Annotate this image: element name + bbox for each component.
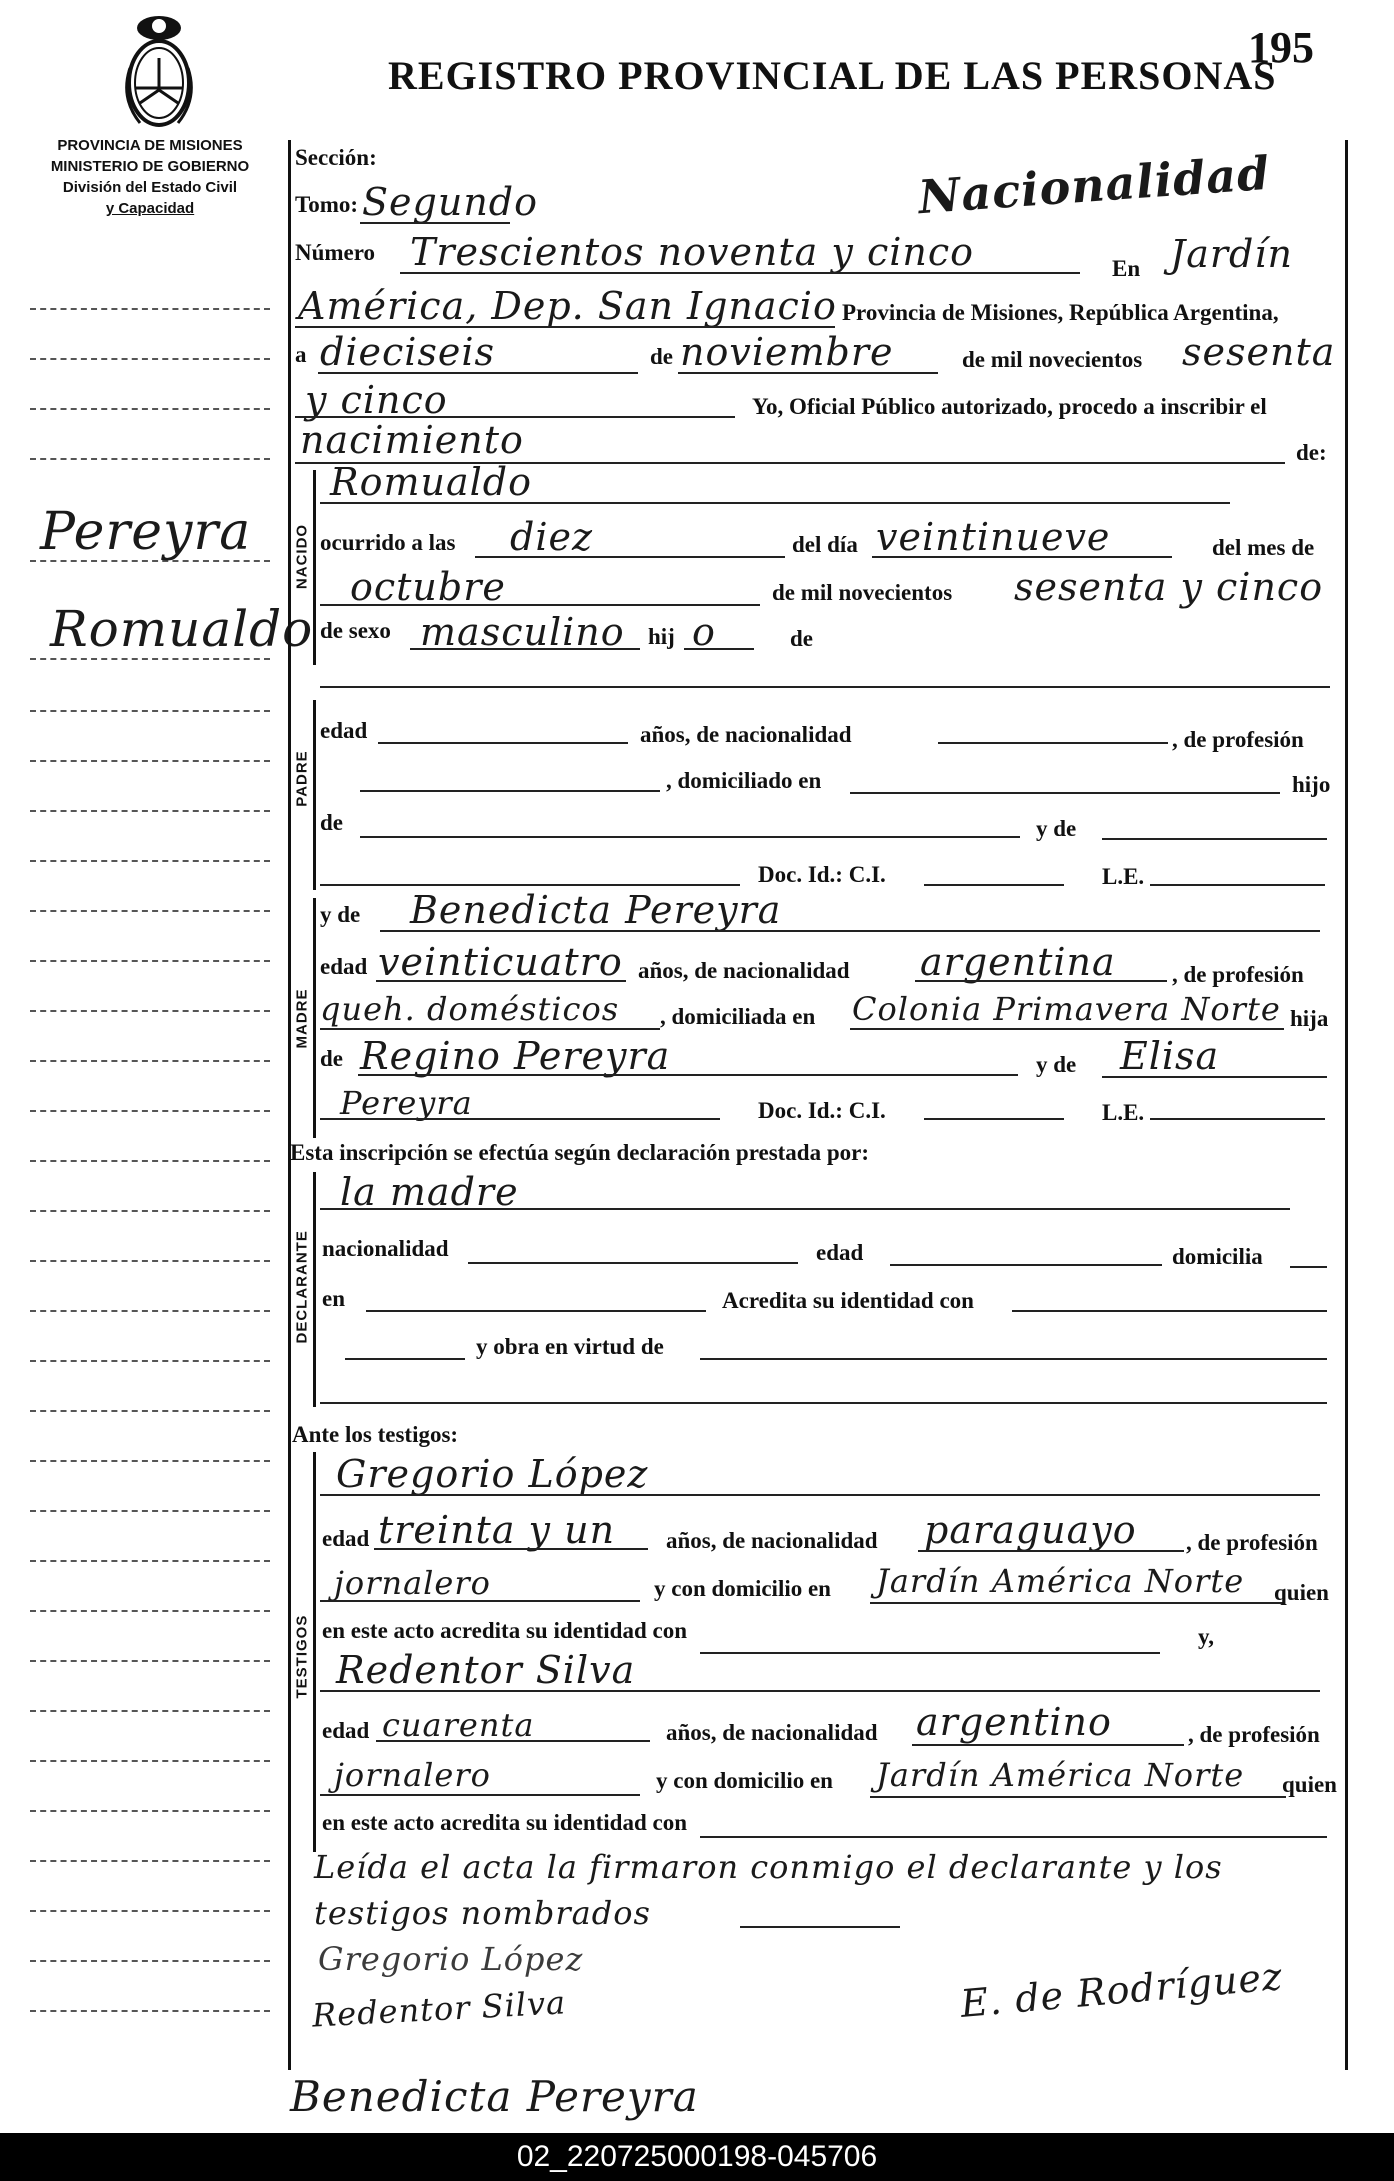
en-label: En	[1112, 256, 1141, 281]
testigo1-nacionalidad-value: paraguayo	[924, 1508, 1137, 1552]
testigo1-y-label: y,	[1198, 1624, 1214, 1649]
testigo1-anos-label: años, de nacionalidad	[666, 1528, 878, 1553]
testigo2-profesion-label: , de profesión	[1188, 1722, 1320, 1747]
numero-value: Trescientos noventa y cinco	[410, 230, 975, 274]
madre-section-label: MADRE	[293, 988, 311, 1049]
closing-text-2: testigos nombrados	[314, 1894, 651, 1932]
padre-section-label: PADRE	[293, 750, 311, 807]
madre-madre-value-1: Elisa	[1120, 1034, 1220, 1078]
nacido-name: Romualdo	[330, 460, 533, 504]
declarante-section-label: DECLARANTE	[293, 1230, 311, 1344]
testigo1-domicilio-label: y con domicilio en	[654, 1576, 831, 1601]
de-label: de	[650, 344, 673, 369]
page-number: 195	[1248, 23, 1314, 72]
padre-profesion-label: , de profesión	[1172, 727, 1304, 752]
testigo2-profesion-value: jornalero	[334, 1756, 491, 1794]
year-value-1: sesenta	[1182, 330, 1336, 374]
padre-le-label: L.E.	[1102, 864, 1145, 889]
ministry-line: División del Estado Civil	[62, 179, 238, 196]
declarante-name: la madre	[340, 1170, 519, 1214]
numero-label: Número	[295, 240, 376, 265]
ministry-line: y Capacidad	[105, 200, 195, 217]
signature-gregorio: Gregorio López	[318, 1940, 584, 1978]
tomo-value: Segundo	[362, 180, 538, 224]
testigo1-quien-label: quien	[1274, 1580, 1329, 1605]
madre-doc-label: Doc. Id.: C.I.	[758, 1098, 886, 1123]
nacido-section-label: NACIDO	[293, 523, 311, 590]
padre-anos-label: años, de nacionalidad	[640, 722, 852, 747]
madre-profesion-label: , de profesión	[1172, 962, 1304, 987]
sexo-value: masculino	[420, 610, 625, 654]
testigo1-edad-label: edad	[322, 1526, 370, 1551]
padre-y-de-label: y de	[1036, 816, 1077, 841]
seccion-label: Sección:	[295, 145, 377, 170]
madre-le-label: L.E.	[1102, 1100, 1145, 1125]
nacionalidad-stamp: Nacionalidad	[916, 145, 1272, 225]
a-label: a	[295, 342, 307, 367]
ministry-block	[25, 135, 275, 219]
ministry-line: PROVINCIA DE MISIONES	[57, 137, 243, 154]
padre-de-label: de	[320, 810, 343, 835]
nacido-year-value: sesenta y cinco	[1014, 565, 1324, 609]
declarante-en-label: en	[322, 1286, 345, 1311]
hijo-value: o	[692, 610, 716, 654]
ministry-line: MINISTERIO DE GOBIERNO	[50, 158, 250, 175]
hijo-label: hij	[648, 624, 675, 649]
nacido-day-value: veintinueve	[876, 515, 1111, 559]
madre-profesion-value: queh. domésticos	[320, 990, 620, 1028]
madre-edad-value: veinticuatro	[378, 940, 623, 984]
nacido-month-value: octubre	[350, 565, 506, 609]
padre-doc-label: Doc. Id.: C.I.	[758, 862, 886, 887]
testigo2-domicilio-label: y con domicilio en	[656, 1768, 833, 1793]
nacido-year-prefix: de mil novecientos	[772, 580, 953, 605]
testigos-bracket	[313, 1452, 316, 1852]
year-value-2: y cinco	[305, 378, 448, 422]
document-title: REGISTRO PROVINCIAL DE LAS PERSONAS	[388, 53, 1277, 98]
form-left-border	[288, 140, 291, 2070]
madre-edad-label: edad	[320, 954, 368, 979]
closing-text-1: Leída el acta la firmaron conmigo el declarante y los	[314, 1848, 1223, 1886]
day-value: dieciseis	[320, 330, 496, 374]
declarante-edad-label: edad	[816, 1240, 864, 1265]
nacido-bracket	[313, 470, 316, 665]
testigos-intro: Ante los testigos:	[292, 1422, 459, 1447]
madre-y-de2-label: y de	[1036, 1052, 1077, 1077]
madre-domicilio-value: Colonia Primavera Norte	[852, 990, 1281, 1028]
testigo2-acto-label: en este acto acredita su identidad con	[322, 1810, 688, 1835]
declarante-nacionalidad-label: nacionalidad	[322, 1236, 449, 1261]
padre-domiciliado-label: , domiciliado en	[666, 768, 822, 793]
madre-domiciliada-label: , domiciliada en	[660, 1004, 816, 1029]
padre-edad-label: edad	[320, 718, 368, 743]
testigo1-profesion-label: , de profesión	[1186, 1530, 1318, 1555]
declarante-domicilio-label: domicilia	[1172, 1244, 1263, 1269]
oficial-label: Yo, Oficial Público autorizado, procedo a inscribir el	[752, 394, 1267, 419]
madre-name: Benedicta Pereyra	[410, 888, 782, 932]
testigo1-acto-label: en este acto acredita su identidad con	[322, 1618, 688, 1643]
margin-given-name: Romualdo	[50, 600, 314, 658]
tomo-label: Tomo:	[295, 192, 359, 217]
signature-oficial: E. de Rodríguez	[958, 1953, 1285, 2027]
signature-redentor: Redentor Silva	[311, 1983, 568, 2035]
madre-nacionalidad-value: argentina	[920, 940, 1116, 984]
madre-hija-label: hija	[1290, 1006, 1329, 1031]
acto-value: nacimiento	[300, 418, 524, 462]
hour-value: diez	[510, 515, 593, 559]
provincia-label: Provincia de Misiones, República Argentina,	[842, 300, 1279, 325]
ocurrido-label: ocurrido a las	[320, 530, 456, 555]
testigo1-name: Gregorio López	[336, 1452, 649, 1496]
place-value-1: Jardín	[1170, 232, 1294, 276]
del-mes-label: del mes de	[1212, 535, 1315, 560]
testigo2-quien-label: quien	[1282, 1772, 1337, 1797]
declarante-obra-label: y obra en virtud de	[476, 1334, 664, 1359]
madre-anos-label: años, de nacionalidad	[638, 958, 850, 983]
declarante-acredita-label: Acredita su identidad con	[722, 1288, 974, 1313]
year-prefix-label: de mil novecientos	[962, 347, 1143, 372]
argentina-seal-icon	[120, 8, 198, 133]
signature-benedicta: Benedicta Pereyra	[290, 2072, 699, 2121]
place-value-2: América, Dep. San Ignacio	[298, 284, 837, 328]
document-code-bar: 02_220725000198-045706	[0, 2133, 1394, 2181]
declarante-intro: Esta inscripción se efectúa según declaración prestada por:	[290, 1140, 870, 1165]
declarante-bracket	[313, 1172, 316, 1407]
sexo-label: de sexo	[320, 618, 391, 643]
testigo1-edad-value: treinta y un	[378, 1508, 616, 1552]
del-dia-label: del día	[792, 532, 858, 557]
testigo2-anos-label: años, de nacionalidad	[666, 1720, 878, 1745]
form-right-border	[1345, 140, 1348, 2070]
padre-bracket	[313, 700, 316, 890]
testigo2-edad-label: edad	[322, 1718, 370, 1743]
testigo1-profesion-value: jornalero	[334, 1564, 491, 1602]
testigo1-domicilio-value: Jardín América Norte	[876, 1562, 1245, 1600]
testigos-section-label: TESTIGOS	[293, 1614, 311, 1699]
margin-surname: Pereyra	[40, 502, 252, 562]
madre-bracket	[313, 898, 316, 1138]
nacido-de-label: de	[790, 626, 813, 651]
testigo2-domicilio-value: Jardín América Norte	[876, 1756, 1245, 1794]
testigo2-name: Redentor Silva	[336, 1648, 636, 1692]
madre-padre-value: Regino Pereyra	[360, 1034, 671, 1078]
madre-madre-value-2: Pereyra	[340, 1084, 473, 1122]
padre-hijo-label: hijo	[1292, 772, 1331, 797]
de-colon-label: de:	[1296, 440, 1327, 465]
testigo2-nacionalidad-value: argentino	[916, 1700, 1112, 1744]
madre-y-de-label: y de	[320, 902, 361, 927]
madre-de-label: de	[320, 1046, 343, 1071]
testigo2-edad-value: cuarenta	[382, 1706, 535, 1744]
month-value: noviembre	[680, 330, 894, 374]
